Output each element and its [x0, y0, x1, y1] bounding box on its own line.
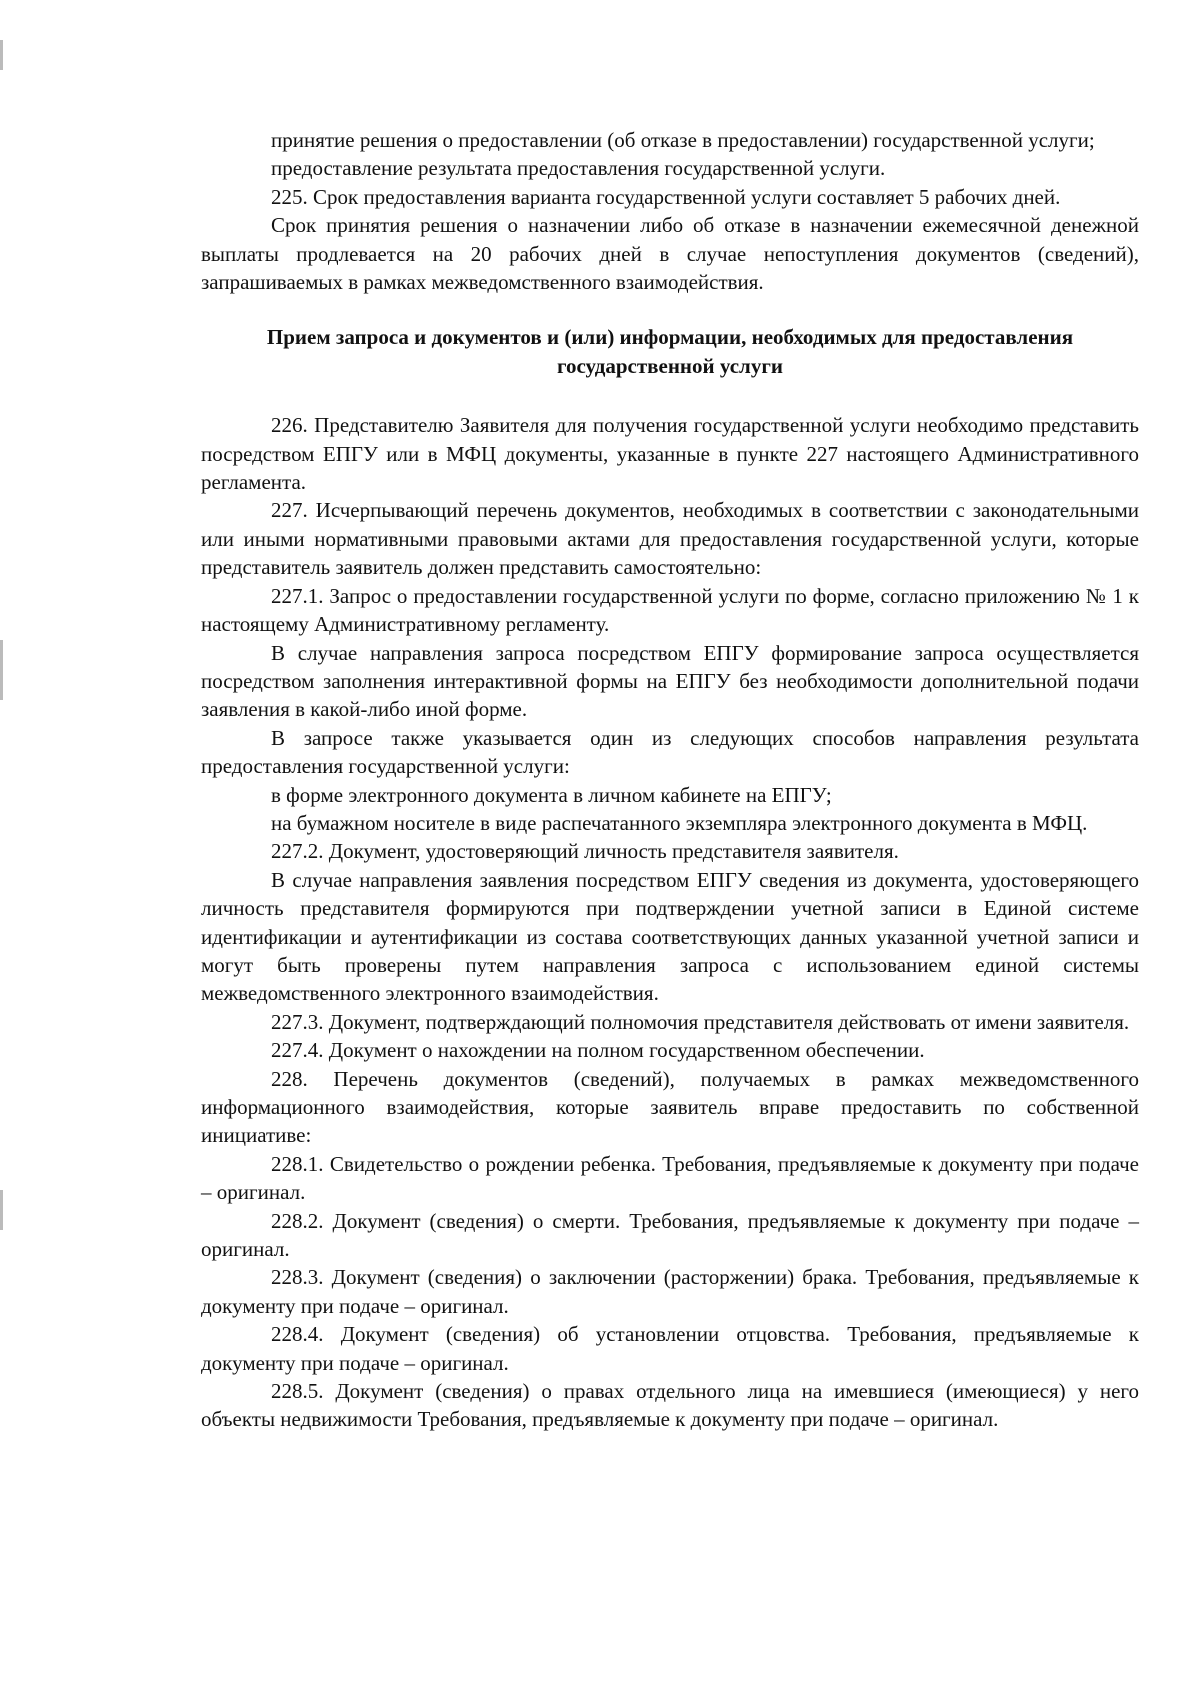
scan-artifact	[0, 1190, 3, 1230]
paragraph: 227.1. Запрос о предоставлении государственной услуги по форме, согласно приложению № 1 к настоящему Административному регламенту.	[201, 583, 1139, 637]
paragraph: В запросе также указывается один из следующих способов направления результата предоставления государственной услуги:	[201, 725, 1139, 779]
paragraph: 227.4. Документ о нахождении на полном государственном обеспечении.	[271, 1038, 925, 1063]
scan-artifact	[0, 40, 3, 70]
paragraph: 228.3. Документ (сведения) о заключении (расторжении) брака. Требования, предъявляемые к документу при подаче – оригинал.	[201, 1265, 1139, 1318]
paragraph: 228.4. Документ (сведения) об установлении отцовства. Требования, предъявляемые к документу при подаче – оригинал.	[201, 1322, 1139, 1375]
document-body	[201, 126, 1139, 1434]
paragraph: в форме электронного документа в личном кабинете на ЕПГУ;	[271, 782, 832, 807]
paragraph: 228.5. Документ (сведения) о правах отдельного лица на имевшиеся (имеющиеся) у него объекты недвижимости Требования, предъявляемые к документу при подаче – оригинал.	[201, 1379, 1139, 1432]
paragraph: 225. Срок предоставления варианта государственной услуги составляет 5 рабочих дней.	[271, 184, 1061, 209]
paragraph: 228.1. Свидетельство о рождении ребенка. Требования, предъявляемые к документу при подаче – оригинал.	[201, 1151, 1139, 1205]
paragraph: 226. Представителю Заявителя для получения государственной услуги необходимо представить посредством ЕПГУ или в МФЦ документы, указанные в пункте 227 настоящего Административного регламента.	[201, 413, 1139, 495]
paragraph: Срок принятия решения о назначении либо об отказе в назначении ежемесячной денежной выплаты продлевается на 20 рабочих дней в случае непоступления документов (сведений), запрашиваемых в рамках межведомственного взаимодействия.	[201, 213, 1139, 295]
scan-artifact	[0, 640, 3, 700]
paragraph: принятие решения о предоставлении (об отказе в предоставлении) государственной услуги;	[271, 128, 1095, 152]
paragraph: 228.2. Документ (сведения) о смерти. Требования, предъявляемые к документу при подаче – оригинал.	[201, 1208, 1139, 1262]
paragraph: В случае направления заявления посредством ЕПГУ сведения из документа, удостоверяющего личность представителя формируются при подтверждении учетной записи в Единой системе идентификации и аутентификации из состава соответствующих данных указанной учетной записи и могут быть проверены путем направления запроса с использованием единой системы межведомственного электронного взаимодействия.	[201, 867, 1139, 1006]
paragraph: 227. Исчерпывающий перечень документов, необходимых в соответствии с законодательными или иными нормативными правовыми актами для предоставления государственной услуги, которые представитель заявитель должен представить самостоятельно:	[201, 498, 1139, 580]
paragraph: В случае направления запроса посредством ЕПГУ формирование запроса осуществляется посредством заполнения интерактивной формы на ЕПГУ без необходимости дополнительной подачи заявления в какой-либо иной форме.	[201, 640, 1139, 722]
section-heading: Прием запроса и документов и (или) информации, необходимых для предоставления государственной услуги	[266, 325, 1074, 378]
paragraph: 228. Перечень документов (сведений), получаемых в рамках межведомственного информационного взаимодействия, которые заявитель вправе предоставить по собственной инициативе:	[201, 1066, 1139, 1148]
paragraph: 227.2. Документ, удостоверяющий личность представителя заявителя.	[271, 839, 899, 864]
paragraph: на бумажном носителе в виде распечатанного экземпляра электронного документа в МФЦ.	[271, 810, 1088, 835]
paragraph: предоставление результата предоставления государственной услуги.	[271, 156, 886, 181]
paragraph: 227.3. Документ, подтверждающий полномочия представителя действовать от имени заявителя.	[271, 1009, 1130, 1034]
